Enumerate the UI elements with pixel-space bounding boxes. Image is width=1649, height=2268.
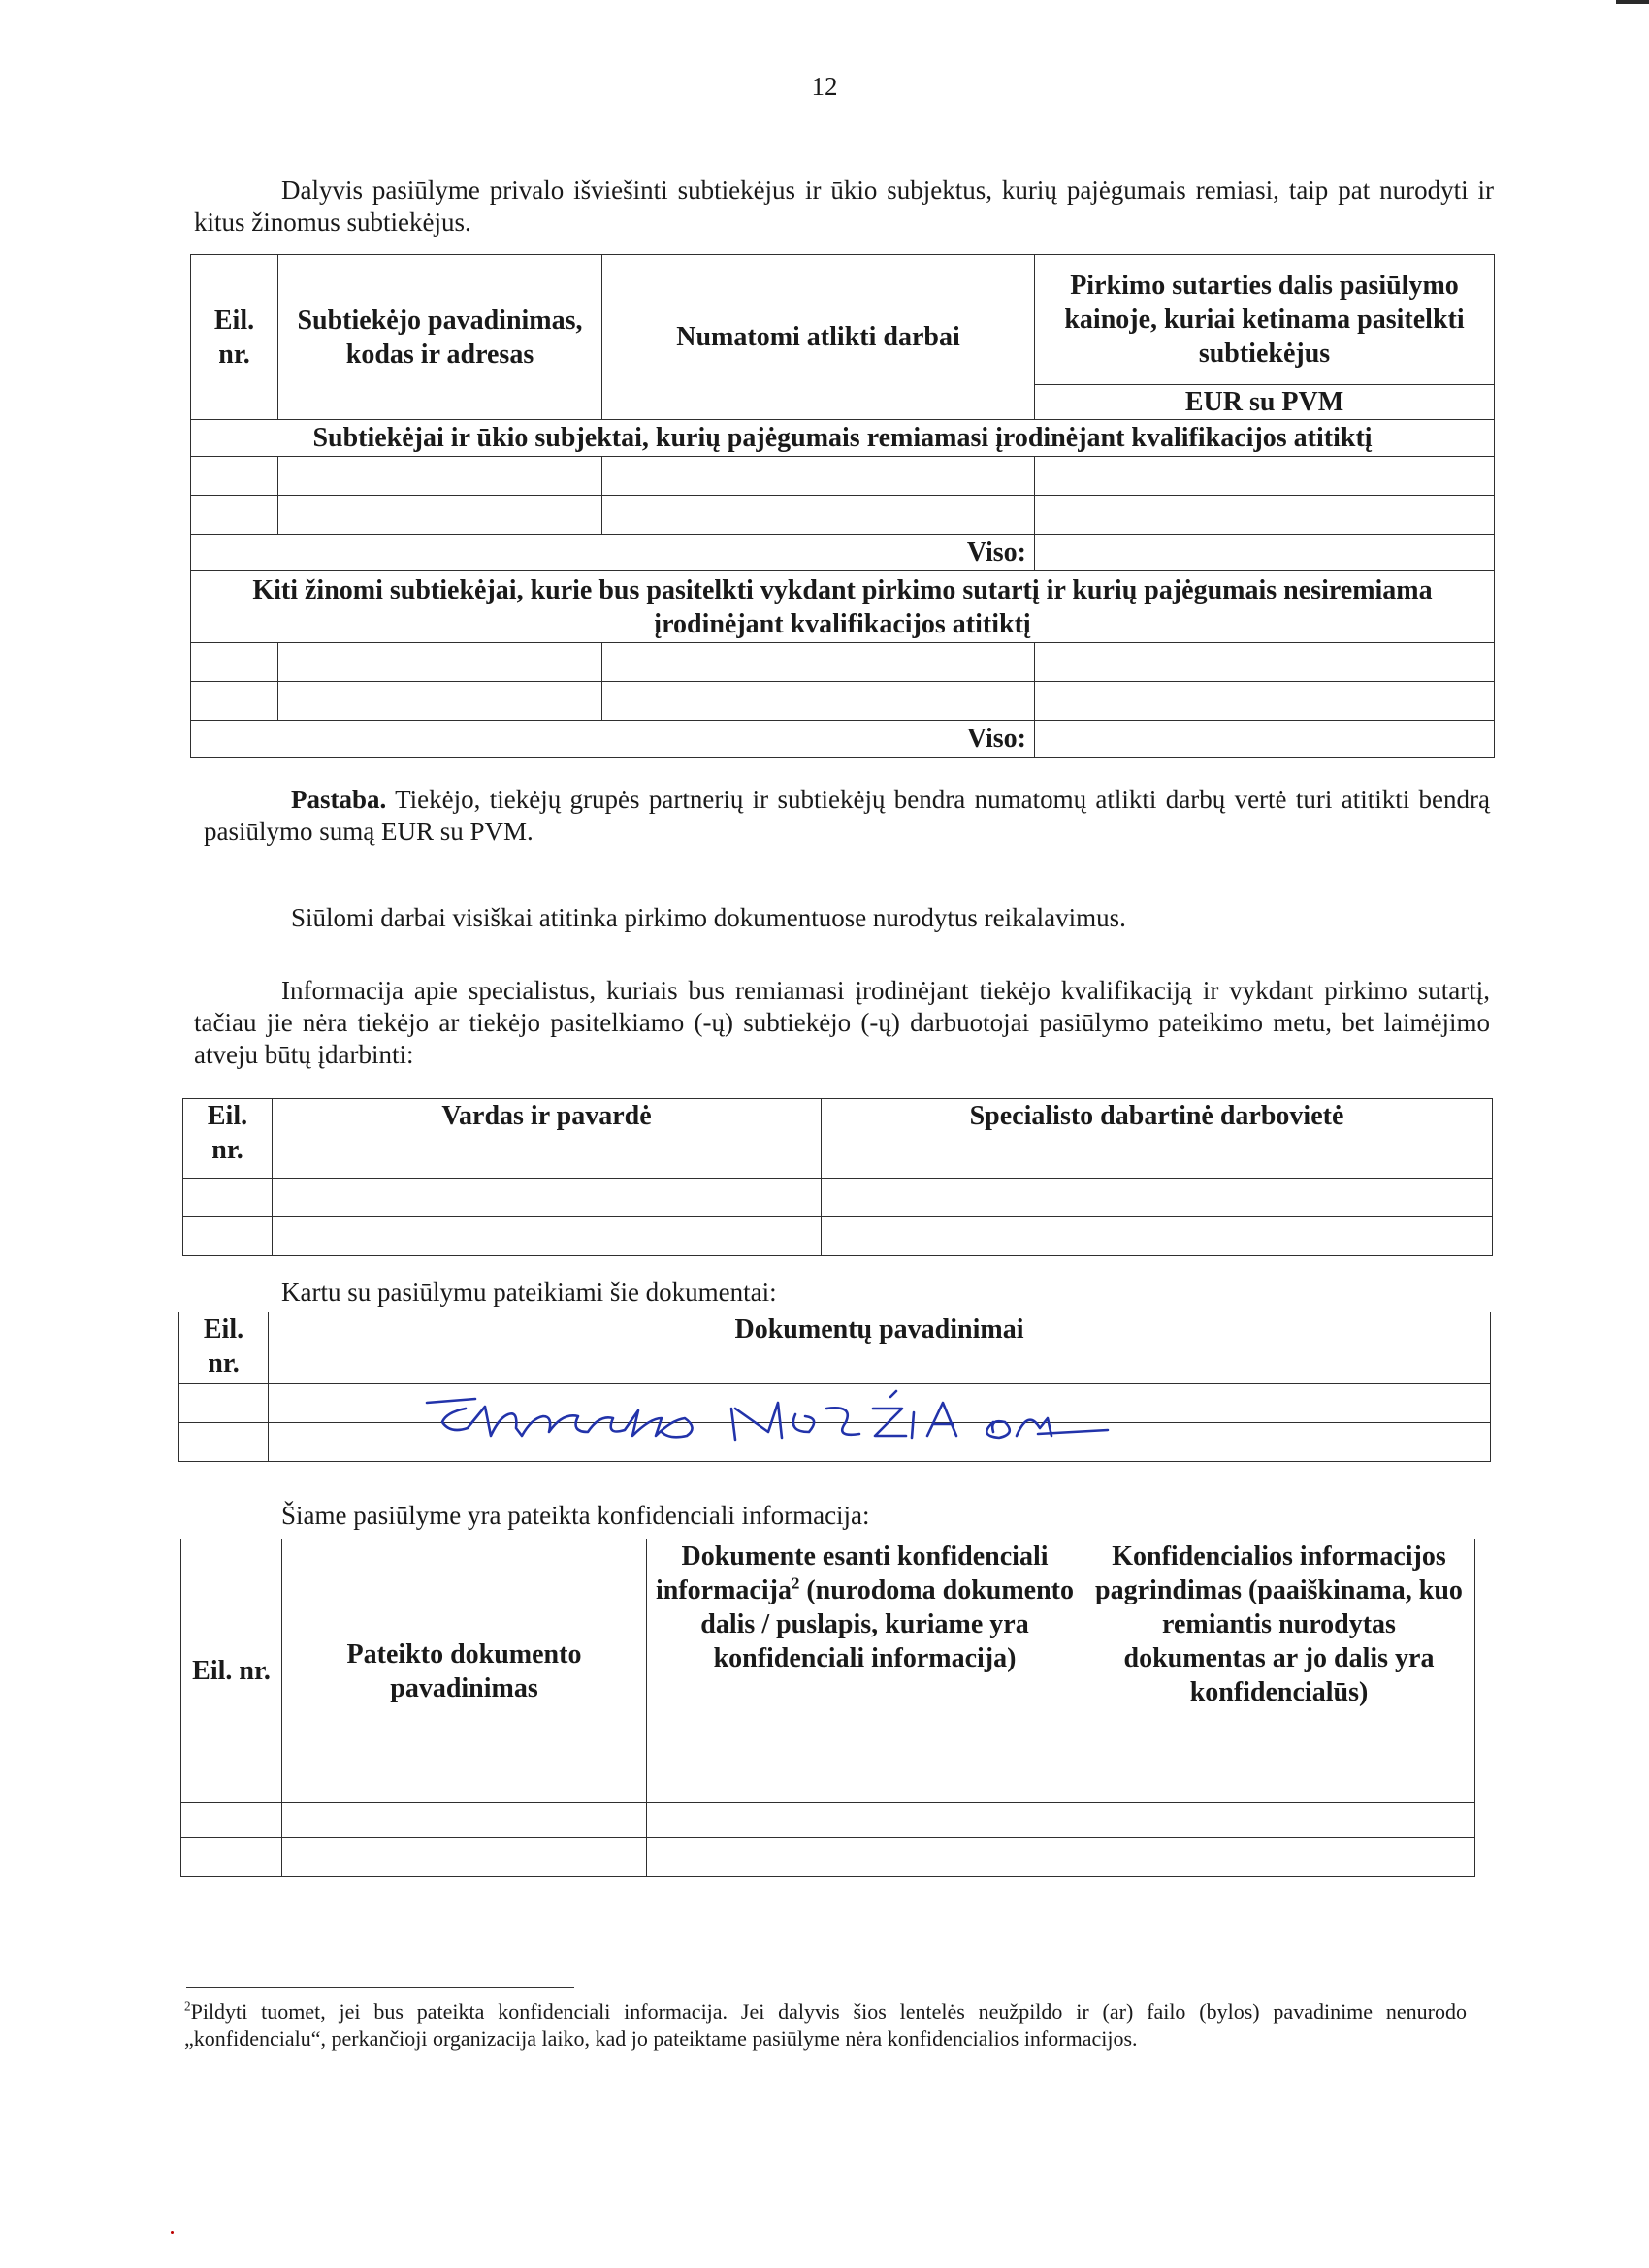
col-no-header: Eil. nr. <box>191 255 278 420</box>
footnote-ref: 2 <box>791 1573 800 1593</box>
col-confidential-info-title: Dokumente esanti konfidenciali informacija <box>655 1541 1049 1605</box>
col-specialist-name-header: Vardas ir pavardė <box>273 1099 822 1179</box>
confidential-text: Šiame pasiūlyme yra pateikta konfidenciali informacija: <box>281 1501 870 1530</box>
documents-text: Kartu su pasiūlymu pateikiami šie dokumentai: <box>281 1278 777 1307</box>
table-row <box>183 1179 1493 1217</box>
col-subcontractor-name-header: Subtiekėjo pavadinimas, kodas ir adresas <box>278 255 602 420</box>
table-row <box>183 1217 1493 1256</box>
specialists-table <box>182 1098 1493 1256</box>
handwritten-entry <box>407 1389 1280 1447</box>
col-document-names-header: Dokumentų pavadinimai <box>269 1312 1491 1384</box>
total-label-1: Viso: <box>191 535 1035 571</box>
section-other-subcontractors: Kiti žinomi subtiekėjai, kurie bus pasitelkti vykdant pirkimo sutartį ir kurių pajėgumais nesiremiama įrodinėjant kvalifikacijos atitiktį <box>191 571 1495 643</box>
table-row <box>191 496 1495 535</box>
col-planned-work-header: Numatomi atlikti darbai <box>602 255 1035 420</box>
specialists-paragraph <box>194 975 1490 1071</box>
confidential-paragraph <box>194 1500 1490 1532</box>
intro-paragraph <box>194 175 1494 239</box>
col-workplace-header: Specialisto dabartinė darbovietė <box>822 1099 1493 1179</box>
page-number: 12 <box>811 72 838 101</box>
col-no-header: Eil. nr. <box>181 1539 282 1803</box>
col-justification-header: Konfidencialios informacijos pagrindimas (paaiškinama, kuo remiantis nurodytas dokumentas ar jo dalis yra konfidencialūs) <box>1083 1539 1475 1803</box>
col-contract-part-header: Pirkimo sutarties dalis pasiūlymo kainoje, kuriai ketinama pasitelkti subtiekėjus <box>1035 255 1495 385</box>
table-row <box>181 1803 1475 1838</box>
col-eur-header: EUR su PVM <box>1035 385 1495 420</box>
note-label: Pastaba. <box>291 785 387 814</box>
note-text: Tiekėjo, tiekėjų grupės partnerių ir subtiekėjų bendra numatomų atlikti darbų vertė turi atitikti bendrą pasiūlymo sumą EUR su PVM. <box>204 785 1490 846</box>
scan-speck <box>171 2231 174 2234</box>
specialists-text: Informacija apie specialistus, kuriais bus remiamasi įrodinėjant tiekėjo kvalifikaciją ir vykdant pirkimo sutartį, tačiau jie nėra tiekėjo ar tiekėjo pasitelkiamo (-ų) subtiekėjo (-ų) darbuotojai pasiūlymo pateikimo metu, bet laimėjimo atveju būtų įdarbinti: <box>194 976 1490 1069</box>
col-confidential-info-header <box>647 1539 1083 1803</box>
section-relied-subcontractors: Subtiekėjai ir ūkio subjektai, kurių pajėgumais remiamasi įrodinėjant kvalifikacijos atitiktį <box>191 420 1495 457</box>
total-value-1 <box>1035 535 1277 571</box>
table-row <box>191 643 1495 682</box>
total-value-2 <box>1035 721 1277 758</box>
confidential-table <box>180 1539 1475 1877</box>
col-no-header: Eil. nr. <box>179 1312 269 1384</box>
scan-edge-mark <box>1616 0 1649 4</box>
documents-paragraph <box>194 1277 1490 1309</box>
col-document-name-header: Pateikto dokumento pavadinimas <box>282 1539 647 1803</box>
col-confidential-info-hint: (nurodoma dokumento dalis / puslapis, kuriame yra konfidenciali informacija) <box>700 1575 1074 1673</box>
intro-text: Dalyvis pasiūlyme privalo išviešinti subtiekėjus ir ūkio subjektus, kurių pajėgumais remiasi, taip pat nurodyti ir kitus žinomus subtiekėjus. <box>194 176 1494 237</box>
compliance-text: Siūlomi darbai visiškai atitinka pirkimo dokumentuose nurodytus reikalavimus. <box>291 903 1126 932</box>
table-row <box>191 682 1495 721</box>
table-row <box>181 1838 1475 1877</box>
total-label-2: Viso: <box>191 721 1035 758</box>
footnote <box>184 1998 1467 2053</box>
footnote-text: Pildyti tuomet, jei bus pateikta konfidenciali informacija. Jei dalyvis šios lentelės neužpildo ir (ar) failo (bylos) pavadinime nenurodo „konfidencialu“, perkančioji organizacija laiko, kad jo pateiktame pasiūlyme nėra konfidencialios informacijos. <box>184 1999 1467 2051</box>
compliance-paragraph <box>204 902 1490 934</box>
subcontractors-table <box>190 254 1495 758</box>
note-paragraph <box>204 784 1490 848</box>
table-row <box>191 457 1495 496</box>
footnote-separator <box>186 1987 574 1988</box>
col-no-header: Eil. nr. <box>183 1099 273 1179</box>
footnote-number: 2 <box>184 1998 191 2014</box>
